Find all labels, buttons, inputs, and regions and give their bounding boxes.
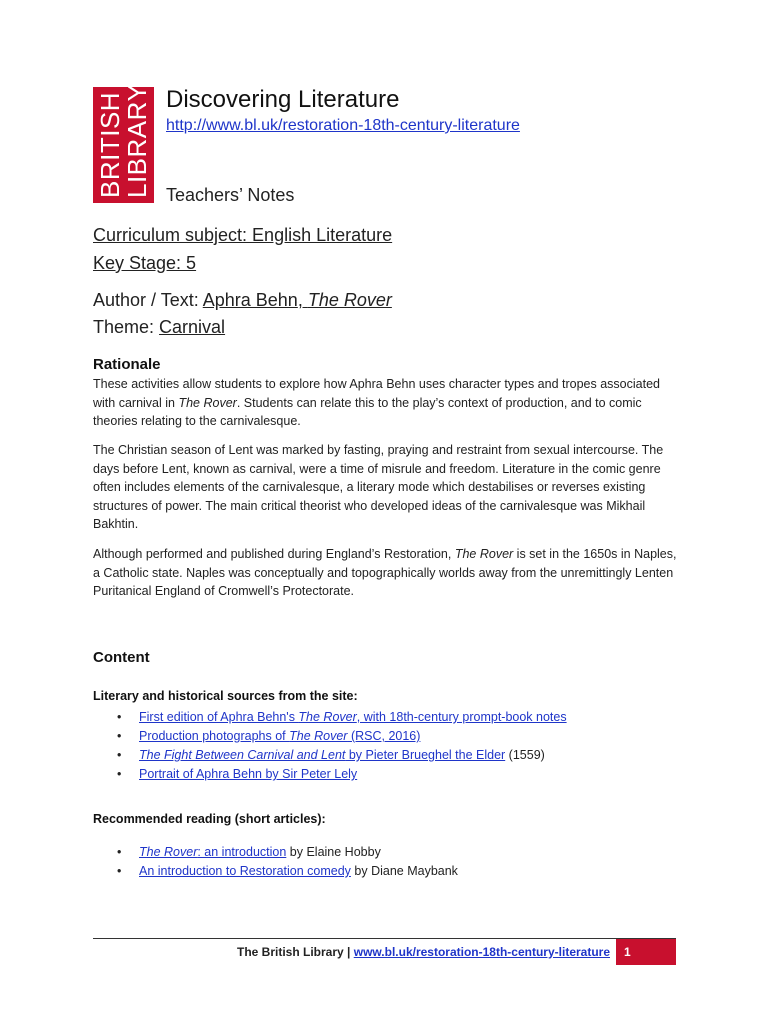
source-tail: (1559) [505, 748, 545, 762]
author-name: Aphra Behn [202, 290, 298, 310]
page-title: Discovering Literature [166, 86, 400, 113]
reading-list [93, 843, 693, 881]
rationale-p3-text-b: is set in the 1650s in Naples, a Catholic state. Naples was conceptually and topographically worlds away from the unremittingly Lenten Puritanical England of Cromwell’s Protectorate. [93, 547, 677, 598]
list-item [93, 843, 693, 862]
source-link-portrait[interactable]: Portrait of Aphra Behn by Sir Peter Lely [139, 767, 358, 781]
logo-word-british: BRITISH [95, 91, 125, 198]
bullet-icon: • [117, 729, 122, 743]
teachers-notes-label: Teachers’ Notes [166, 185, 295, 205]
footer-divider [93, 938, 676, 939]
list-item [93, 765, 693, 784]
rationale-p1-title: The Rover [178, 395, 237, 410]
bullet-icon: • [117, 864, 122, 878]
sources-list [93, 708, 693, 784]
content-heading: Content [93, 649, 150, 666]
rationale-heading: Rationale [93, 356, 161, 373]
list-item [93, 746, 693, 765]
curriculum-subject [93, 225, 392, 246]
rationale-paragraph-1 [93, 375, 683, 431]
rationale-p1-text-a: These activities allow students to explore how Aphra Behn uses character types and tropes associated with carnival in [93, 377, 660, 410]
list-item [93, 708, 693, 727]
bullet-icon: • [117, 767, 122, 781]
list-item [93, 727, 693, 746]
source-link-production-photos[interactable]: Production photographs of The Rover (RSC, 2016) [139, 729, 421, 743]
rationale-paragraph-2: The Christian season of Lent was marked by fasting, praying and restraint from sexual intercourse. The days before Lent, known as carnival, were a time of misrule and freedom. Literature in the comic genre often includes elements of the carnivalesque, a literary mode which destabilises or reverses existing structures of power. The main critical theorist who developed ideas of the carnivalesque was Mikhail Bakhtin. [93, 443, 664, 531]
sources-heading: Literary and historical sources from the site: [93, 689, 358, 703]
curriculum-subject-text: Curriculum subject: English Literature [93, 225, 393, 245]
key-stage-text: Key Stage: 5 [93, 253, 197, 273]
theme-value: Carnival [159, 317, 226, 337]
rationale-p3-text-a: Although performed and published during England’s Restoration, [93, 547, 455, 561]
source-link-fight-carnival-lent[interactable]: The Fight Between Carnival and Lent by Pieter Brueghel the Elder [139, 748, 506, 762]
reading-author: by Elaine Hobby [286, 845, 381, 859]
rationale-p1-text-b: . Students can relate this to the play’s context of production, and to comic theories relating to the carnivalesque. [93, 395, 642, 428]
text-title: The Rover [307, 290, 392, 310]
footer-url-link[interactable]: www.bl.uk/restoration-18th-century-literature [353, 945, 610, 959]
bullet-icon: • [117, 710, 122, 724]
rationale-p3-title: The Rover [454, 547, 514, 561]
reading-link-restoration-comedy[interactable]: An introduction to Restoration comedy [139, 864, 351, 878]
author-label: Author / Text: [93, 290, 203, 310]
theme-label: Theme: [93, 317, 160, 337]
bullet-icon: • [117, 845, 122, 859]
bullet-icon: • [117, 748, 122, 762]
british-library-logo [93, 83, 154, 203]
key-stage [93, 253, 196, 274]
page-number-badge [616, 939, 676, 965]
reading-author: by Diane Maybank [350, 864, 458, 878]
theme-line [93, 317, 225, 338]
page-number: 1 [624, 945, 631, 959]
reading-heading: Recommended reading (short articles): [93, 812, 326, 826]
logo-word-library: LIBRARY [122, 83, 152, 198]
footer [93, 945, 610, 959]
list-item [93, 862, 693, 881]
site-url-link[interactable]: http://www.bl.uk/restoration-18th-century-literature [166, 117, 520, 134]
rationale-paragraph-3 [93, 545, 683, 601]
author-text-line [93, 290, 392, 311]
footer-org: The British Library | [237, 945, 354, 959]
source-link-first-edition[interactable]: First edition of Aphra Behn's The Rover, with 18th-century prompt-book notes [139, 710, 567, 724]
reading-link-rover-intro[interactable]: The Rover: an introduction [139, 845, 287, 859]
author-separator: , [297, 290, 308, 310]
